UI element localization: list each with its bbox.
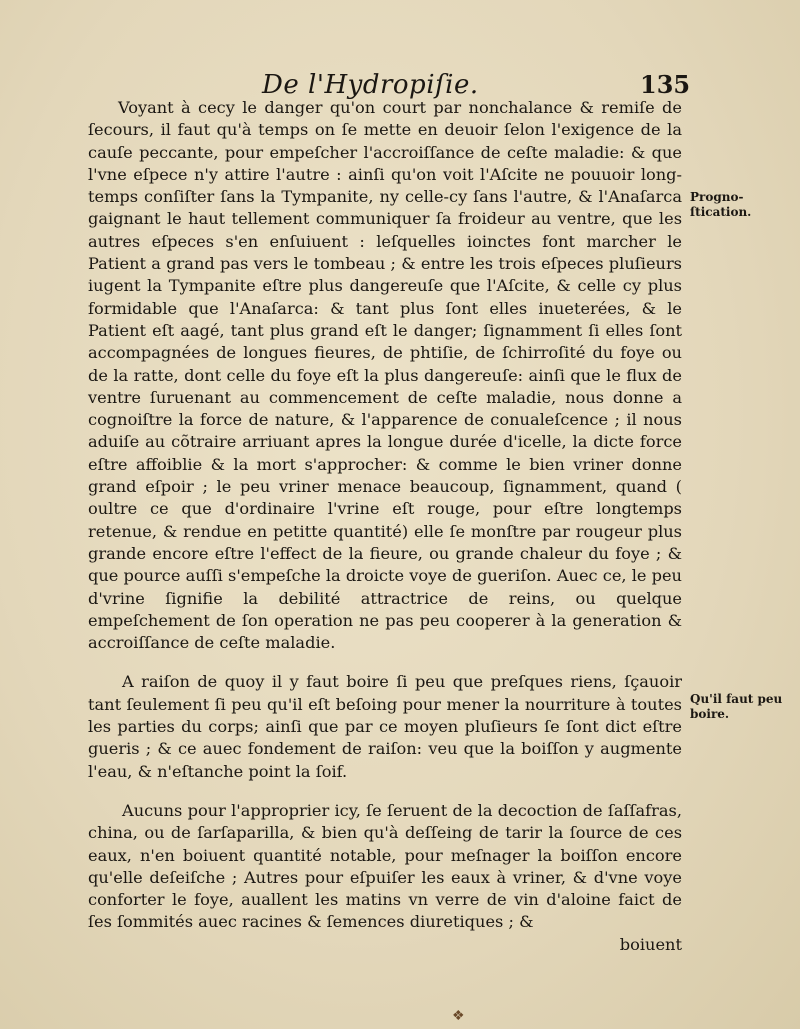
margin-note-prognostication: Progno-ſtication. (690, 190, 752, 219)
catchword: boiuent (619, 934, 682, 954)
paragraph-remedies: Aucuns pour l'approprier icy, ſe ſeruent de la decoction de ſaſſafras, china, ou de ſarſaparilla, & bien qu'à deſſeing de tarir la ſource de ces eaux, n'en boiuent quantité notable, pour meſnager la boiſſon encore qu'elle deſeiſche ; Autres pour eſpuiſer les eaux à vriner, & d'vne voye conforter le foye, auallent les matins vn verre de vin d'aloine faict de ſes ſommités auec racines & ſemences diuretiques ; & (88, 800, 682, 932)
ink-speck-ornament: ❖ (452, 1008, 465, 1024)
paragraph-drinking: A raiſon de quoy il y faut boire ſi peu que preſques riens, ſçauoir tant ſeulement ſi peu qu'il eſt beſoing pour mener la nourriture à toutes les parties du corps; ainſi que par ce moyen pluſieurs ſe ſont dict eſtre gueris ; & ce auec fondement de raiſon: veu que la boiſſon y augmente l'eau, & n'eſtanche point la ſoif. (88, 672, 682, 781)
page-number: 135 (640, 70, 691, 99)
margin-note-drinking: Qu'il faut peu boire. (690, 692, 783, 721)
paragraph-prognostication: Voyant à cecy le danger qu'on court par nonchalance & remiſe de ſecours, il faut qu'à temps on ſe mette en deuoir ſelon l'exigence de la cauſe peccante, pour empeſcher l'accroiſſance de ceſte maladie: & que l'vne eſpece n'y attire l'autre : ainſi qu'on voit l'Aſcite ne pouuoir long-temps conſiſter ſans la Tympanite, ny celle-cy ſans l'autre, & l'Anaſarca gaignant le haut tellement communiquer ſa froideur au ventre, que les autres eſpeces s'en enſuiuent : leſquelles ioinctes font marcher le Patient a grand pas vers le tombeau ; & entre les trois eſpeces pluſieurs iugent la Tympanite eſtre plus dangereuſe que l'Aſcite, & celle cy plus formidable que l'Anaſarca: & tant plus ſont elles inueterées, & le Patient eſt aagé, tant plus grand eſt le danger; ſignamment ſi elles ſont accompagnées de longues fieures, de phtiſie, de ſchirroſité du foye ou de la ratte, dont celle du foye eſt la plus dangereuſe: ainſi que le flux de ventre ſuruenant au commencement de ceſte maladie, nous donne a cognoiſtre la force de nature, & l'apparence de conualeſcence ; il nous aduiſe au cõtraire arriuant apres la longue durée d'icelle, la dicte force eſtre affoiblie & la mort s'approcher: & comme le bien vriner donne grand eſpoir ; le peu vriner menace beaucoup, ſignamment, quand ( oultre ce que d'ordinaire l'vrine eſt rouge, pour eſtre longtemps retenue, & rendue en petitte quantité) elle ſe monſtre par rougeur plus grande encore eſtre l'effect de la fieure, ou grande chaleur du foye ; & que pource auſſi s'empeſche la droicte voye de gueriſon. Auec ce, le peu d'vrine ſignifie la debilité attractrice de reins, ou quelque empeſchement de ſon operation ne pas peu cooperer à la generation & accroiſſance de ceſte maladie. (88, 98, 682, 653)
running-title: De l'Hydropiſie. (262, 70, 479, 100)
body-text (88, 97, 682, 956)
